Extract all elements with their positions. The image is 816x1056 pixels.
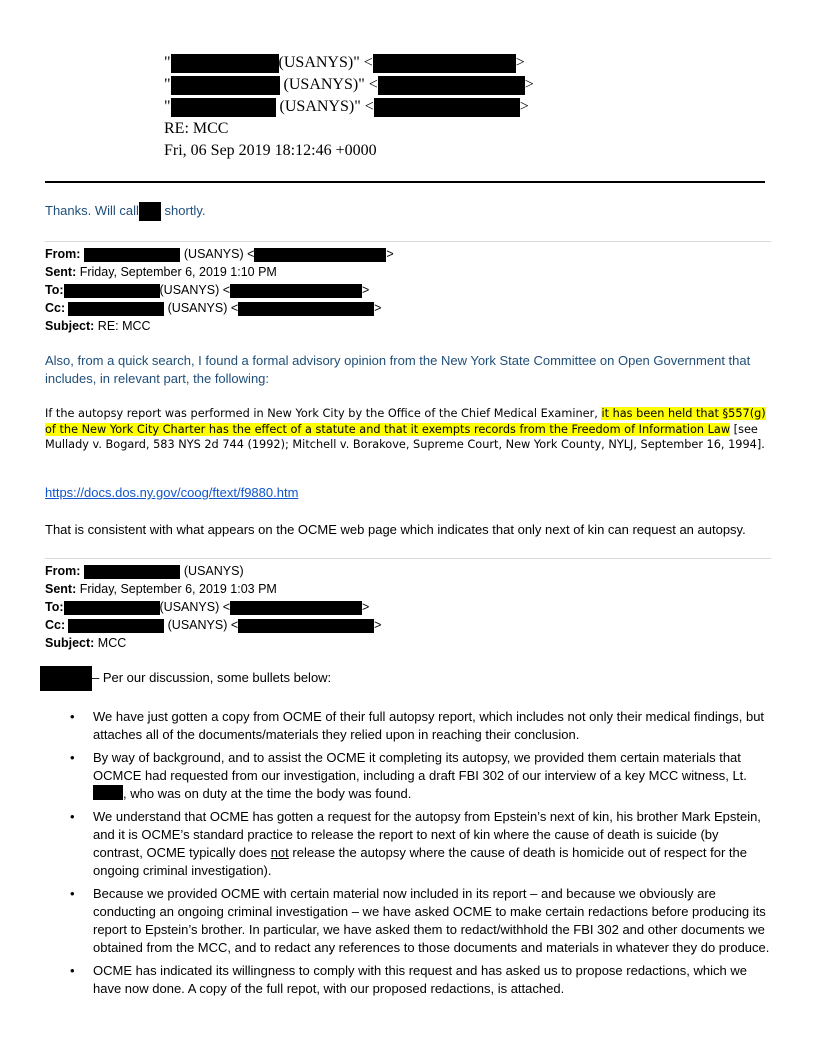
message2-from-row	[45, 562, 381, 580]
redaction-box	[230, 284, 362, 298]
message1-intro: Also, from a quick search, I found a formal advisory opinion from the New York State Committee on Open Government that includes, in relevant part, the following:	[45, 353, 751, 386]
redaction-box	[171, 76, 280, 95]
bullet-list	[70, 708, 770, 1003]
bullet-item	[70, 749, 770, 803]
quote-mark: "	[164, 98, 171, 115]
underlined-word: not	[270, 845, 289, 860]
sent-value: Friday, September 6, 2019 1:03 PM	[76, 582, 277, 596]
bullet-icon: •	[70, 886, 75, 901]
bullet-text: We understand that OCME has gotten a request for the autopsy from Epstein’s next of kin, his brother Mark Epstein, and it is OCME’s standard practice to release the report to next of kin where the cause of death is suicide (by contrast, OCME typically does	[93, 809, 761, 860]
redaction-box	[378, 76, 525, 95]
from-label: From:	[45, 564, 81, 578]
reply-text-end: shortly.	[160, 202, 206, 218]
to-label: To:	[45, 283, 64, 297]
bullet-icon: •	[70, 963, 75, 978]
advisory-opinion-link[interactable]: https://docs.dos.ny.gov/coog/ftext/f9880.htm	[45, 485, 299, 500]
cc-value: (USANYS)" <	[279, 98, 374, 115]
message1-cc-row	[45, 299, 394, 317]
header-divider	[45, 181, 765, 183]
bullet-text-end: , who was on duty at the time the body was found.	[123, 786, 412, 801]
redaction-box	[64, 284, 160, 298]
angle-close: >	[515, 54, 525, 71]
reply-message	[45, 202, 205, 221]
redaction-box	[238, 619, 374, 633]
redaction-box	[238, 302, 374, 316]
quoted-opinion	[45, 406, 770, 453]
message2-subject-row	[45, 634, 381, 652]
to-value: (USANYS) <	[159, 600, 231, 614]
redaction-box	[84, 565, 180, 579]
to-value: (USANYS) <	[159, 283, 231, 297]
message-divider	[45, 558, 771, 559]
redaction-box	[68, 302, 164, 316]
cc-label: Cc:	[45, 301, 66, 315]
angle-close: >	[362, 600, 370, 614]
angle-close: >	[374, 618, 382, 632]
bullet-text: OCME has indicated its willingness to comply with this request and has asked us to propose redactions, which we have now done. A copy of the full repot, with our proposed redactions, is attached.	[93, 963, 747, 996]
from-label: From:	[45, 247, 81, 261]
redaction-box	[374, 98, 520, 117]
message1-sent-row	[45, 263, 394, 281]
subject-label: Subject:	[45, 636, 95, 650]
cc-label: Cc:	[45, 618, 66, 632]
message2-intro	[40, 666, 331, 691]
redaction-box	[171, 54, 279, 73]
angle-close: >	[519, 98, 529, 115]
quote-mark: "	[164, 54, 171, 71]
message2-cc-row	[45, 616, 381, 634]
message2-to-row	[45, 598, 381, 616]
from-value: (USANYS)" <	[278, 54, 373, 71]
message2-header	[45, 562, 381, 652]
intro-text: – Per our discussion, some bullets below:	[92, 669, 332, 685]
quote-mark: "	[164, 76, 171, 93]
to-label: To:	[45, 600, 64, 614]
reply-text: Thanks. Will call	[45, 202, 139, 218]
bullet-item	[70, 808, 770, 880]
bullet-icon: •	[70, 709, 75, 724]
subject-value: MCC	[94, 636, 127, 650]
message1-subject-row	[45, 317, 394, 335]
redaction-box	[84, 248, 180, 262]
subject-value: RE: MCC	[94, 319, 151, 333]
sent-label: Sent:	[45, 265, 77, 279]
message1-to-row	[45, 281, 394, 299]
redaction-box	[254, 248, 386, 262]
bullet-text: Because we provided OCME with certain material now included in its report – and because we obviously are conducting an ongoing criminal investigation – we have asked OCME to make certain redactions before producing its report to Epstein’s brother. In particular, we have asked them to redact/withhold the FBI 302 and other documents we obtained from the MCC, and to redact any references to those documents and materials in whatever they do produce.	[93, 886, 770, 955]
bullet-text: We have just gotten a copy from OCME of their full autopsy report, which includes not only their medical findings, but attaches all of the documents/materials they relied upon in reaching their conclusion.	[93, 709, 765, 742]
bullet-item	[70, 885, 770, 957]
cc-value: (USANYS) <	[164, 618, 239, 632]
message-divider	[45, 241, 771, 242]
quote-text: If the autopsy report was performed in New York City by the Office of the Chief Medical Examiner,	[45, 407, 602, 420]
sent-value: Friday, September 6, 2019 1:10 PM	[76, 265, 277, 279]
bullet-item	[70, 708, 770, 744]
to-value: (USANYS)" <	[283, 76, 378, 93]
cc-value: (USANYS) <	[164, 301, 239, 315]
sent-label: Sent:	[45, 582, 77, 596]
from-value: (USANYS) <	[180, 247, 255, 261]
bullet-text: By way of background, and to assist the OCME it completing its autopsy, we provided them certain materials that OCMCE had requested from our investigation, including a draft FBI 302 of our interview of a key MCC witness, Lt.	[93, 750, 747, 783]
redaction-box	[93, 785, 123, 800]
angle-close: >	[362, 283, 370, 297]
highlighted-text: it has been held that §557(g) of the New York City Charter has the effect of a statute and that it exempts records from the Freedom of Information Law	[45, 407, 766, 436]
from-value: (USANYS)	[180, 564, 244, 578]
quote-citation: [see Mullady v. Bogard, 583 NYS 2d 744 (1992); Mitchell v. Borakove, Supreme Court, New York County, NYLJ, September 16, 1994].	[45, 422, 765, 451]
bullet-text-end: release the autopsy where the cause of death is homicide out of respect for the ongoing criminal investigation).	[93, 845, 747, 878]
message1-closing: That is consistent with what appears on the OCME web page which indicates that only next of kin can request an autopsy.	[45, 522, 746, 537]
redaction-box	[64, 601, 160, 615]
angle-close: >	[524, 76, 534, 93]
bullet-icon: •	[70, 750, 75, 765]
angle-close: >	[386, 247, 394, 261]
message1-from-row	[45, 245, 394, 263]
redaction-box	[171, 98, 276, 117]
message2-sent-row	[45, 580, 381, 598]
redaction-box	[373, 54, 516, 73]
bullet-item	[70, 962, 770, 998]
redaction-box	[139, 202, 161, 221]
subject-value: RE: MCC	[164, 120, 229, 137]
redaction-box	[68, 619, 164, 633]
redaction-box	[40, 666, 92, 691]
date-value: Fri, 06 Sep 2019 18:12:46 +0000	[164, 142, 377, 159]
redaction-box	[230, 601, 362, 615]
subject-label: Subject:	[45, 319, 95, 333]
bullet-icon: •	[70, 809, 75, 824]
message1-header	[45, 245, 394, 335]
angle-close: >	[374, 301, 382, 315]
